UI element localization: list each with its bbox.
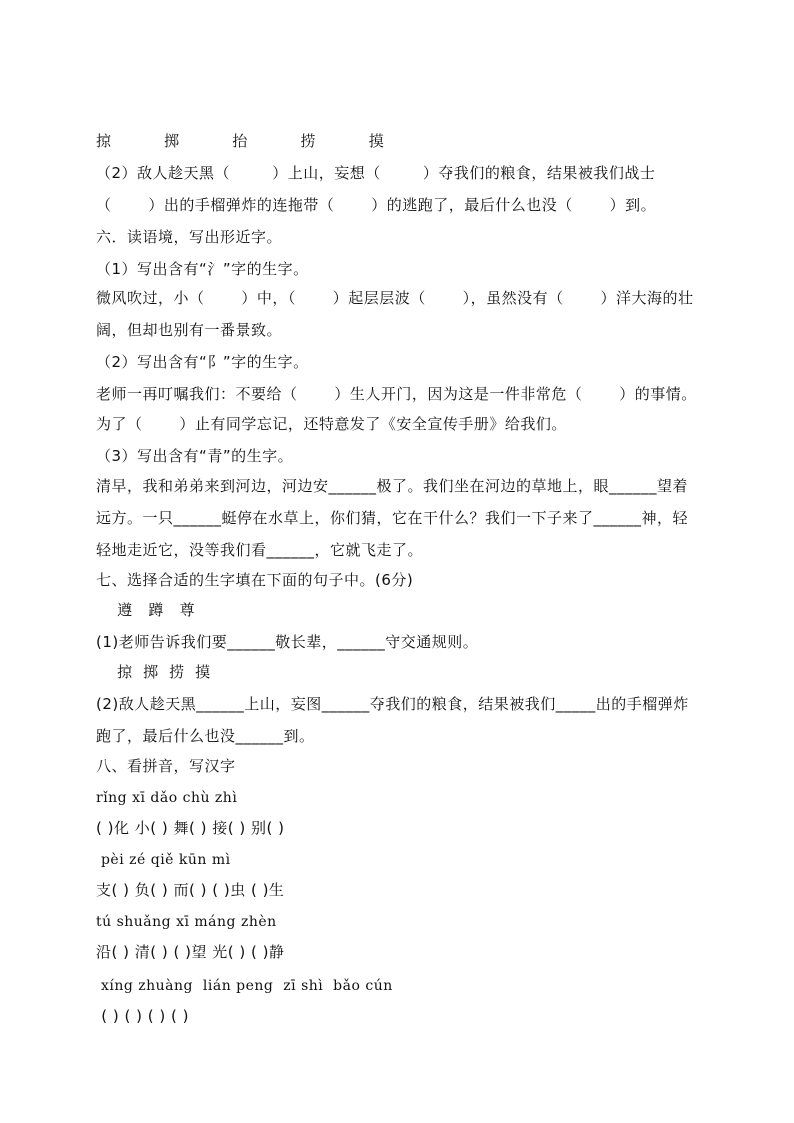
section-6-part-3-line-3: 轻地走近它，没等我们看______，它就飞走了。: [96, 541, 424, 559]
question-2-line-2: （ ）出的手榴弹炸的连拖带（ ）的逃跑了，最后什么也没（ ）到。: [96, 196, 657, 214]
section-6-part-1-line-2: 阔，但却也别有一番景致。: [96, 321, 283, 339]
character-row-3: 沿( ) 清( ) ( )望 光( ) ( )静: [96, 943, 285, 961]
section-6-heading: 六．读语境，写出形近字。: [96, 228, 283, 246]
question-2-line-1: （2）敌人趁天黑（ ）上山，妄想（ ）夺我们的粮食，结果被我们战士: [96, 164, 656, 182]
section-6-part-1-heading: （1）写出含有“氵”字的生字。: [96, 260, 309, 278]
section-6-part-2-line-2: 为了（ ）止有同学忘记，还特意发了《安全宣传手册》给我们。: [96, 415, 567, 433]
section-7-question-1: (1)老师告诉我们要______敬长辈，______守交通规则。: [96, 633, 479, 651]
pinyin-row-2: pèi zé qiě kūn mì: [96, 852, 231, 868]
pinyin-row-3: tú shuǎng xī máng zhèn: [96, 914, 277, 930]
pinyin-row-4: xíng zhuàng lián peng zī shì bǎo cún: [96, 978, 393, 994]
section-7-heading: 七、选择合适的生字填在下面的句子中。(6分): [96, 571, 414, 589]
section-6-part-3-line-1: 清早，我和弟弟来到河边，河边安______极了。我们坐在河边的草地上，眼______望着: [96, 477, 689, 495]
section-7-word-bank-1: 遵 蹲 尊: [96, 601, 196, 619]
section-7-question-2-line-1: (2)敌人趁天黑______上山，妄图______夺我们的粮食，结果被我们_____出的手榴弹炸: [96, 695, 689, 713]
section-6-part-2-heading: （2）写出含有“阝”字的生字。: [96, 353, 309, 371]
character-row-1: ( )化 小( ) 舞( ) 接( ) 别( ): [96, 819, 285, 837]
section-8-heading: 八、看拼音，写汉字: [96, 757, 236, 775]
word-bank-row-1: 掠 掷 抬 捞 摸: [96, 132, 385, 150]
section-6-part-1-line-1: 微风吹过，小（ ）中，（ ）起层层波（ ），虽然没有（ ）洋大海的壮: [96, 289, 694, 307]
section-6-part-2-line-1: 老师一再叮嘱我们：不要给（ ）生人开门，因为这是一件非常危（ ）的事情。: [96, 385, 697, 403]
section-6-part-3-heading: （3）写出含有“青”的生字。: [96, 447, 294, 465]
section-7-question-2-line-2: 跑了，最后什么也没______到。: [96, 727, 315, 745]
section-7-word-bank-2: 掠 掷 捞 摸: [96, 663, 211, 681]
section-6-part-3-line-2: 远方。一只______蜓停在水草上，你们猜，它在干什么？我们一下子来了______神，轻: [96, 509, 689, 527]
character-row-4: ( ) ( ) ( ) ( ): [96, 1007, 189, 1025]
character-row-2: 支( ) 负( ) 而( ) ( )虫 ( )生: [96, 881, 285, 899]
pinyin-row-1: rǐng xī dǎo chù zhì: [96, 790, 238, 806]
